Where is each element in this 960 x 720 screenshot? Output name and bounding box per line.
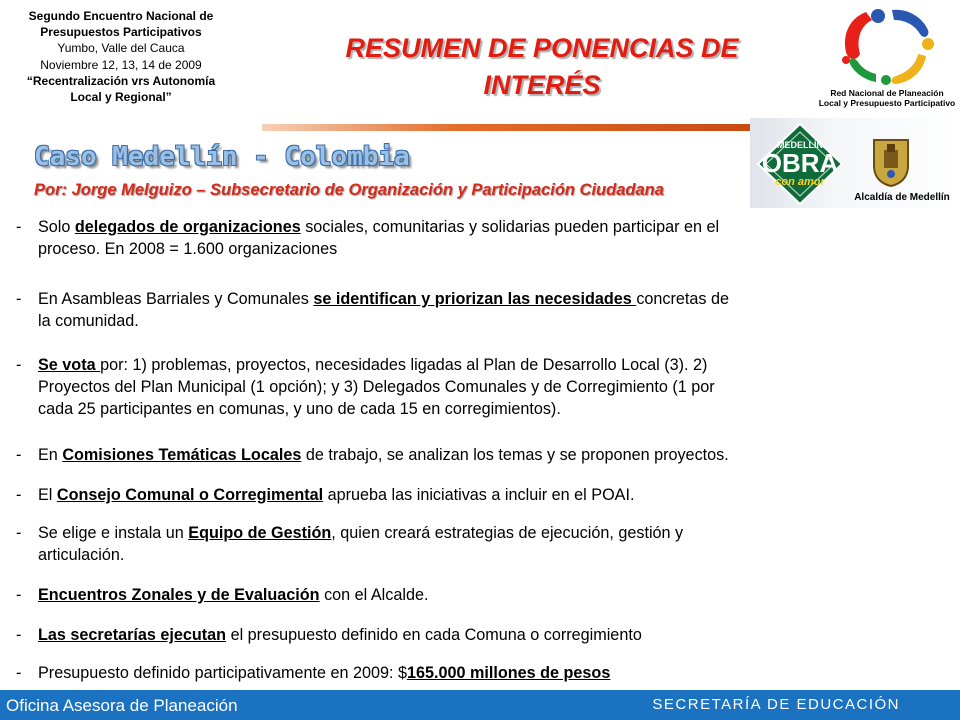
case-title: Caso Medellín - Colombia xyxy=(34,142,410,172)
slide-title xyxy=(278,30,806,104)
badge-line: MEDELLÍN xyxy=(777,140,823,150)
point-highlight: delegados de organizaciones xyxy=(74,218,301,236)
point-prefix: Presupuesto definido participativamente en 2009: $ xyxy=(38,664,407,682)
case-byline: Por: Jorge Melguizo – Subsecretario de Organización y Participación Ciudadana xyxy=(34,181,664,199)
event-line: Local y Regional” xyxy=(70,90,172,105)
footer-department: SECRETARÍA DE EDUCACIÓN xyxy=(652,696,900,713)
point-prefix: El xyxy=(38,486,57,504)
point-highlight: Se vota xyxy=(38,356,101,374)
event-info xyxy=(10,8,232,105)
point-text xyxy=(38,624,956,646)
point-text xyxy=(38,584,956,606)
medellin-branding xyxy=(750,118,960,208)
bullet-dash: - xyxy=(16,664,22,682)
point-continuation: de trabajo, se analizan los temas y se proponen proyectos. xyxy=(301,446,729,464)
point-prefix: Se elige e instala un xyxy=(38,524,189,542)
event-line: “Recentralización vrs Autonomía xyxy=(26,73,216,88)
point-highlight: Encuentros Zonales y de Evaluación xyxy=(38,586,320,604)
point-text xyxy=(38,216,956,260)
point-continuation: cada 25 participantes en comunas, y uno de cada 15 en corregimientos). xyxy=(38,400,561,418)
footer-office: Oficina Asesora de Planeación xyxy=(6,696,238,715)
point-highlight: Equipo de Gestión xyxy=(188,524,332,542)
point-text xyxy=(38,484,956,506)
point-continuation: sociales, comunitarias y solidarias pueden participar en el xyxy=(300,218,720,236)
point-continuation: articulación. xyxy=(38,546,125,564)
point-continuation: aprueba las iniciativas a incluir en el POAI. xyxy=(323,486,635,504)
bullet-dash: - xyxy=(16,218,22,236)
point-continuation: , quien creará estrategias de ejecución, gestión y xyxy=(331,524,684,542)
point-prefix: En xyxy=(38,446,63,464)
event-line: Noviembre 12, 13, 14 de 2009 xyxy=(40,57,202,72)
event-line: Presupuestos Participativos xyxy=(40,25,202,40)
point-highlight: Consejo Comunal o Corregimental xyxy=(56,486,324,504)
title-line: RESUMEN DE PONENCIAS DE xyxy=(345,33,739,63)
list-item xyxy=(16,216,956,260)
network-logo-icon xyxy=(836,4,938,88)
alcaldia-caption: Alcaldía de Medellín xyxy=(854,192,950,203)
point-text xyxy=(38,354,956,420)
medellin-coat-of-arms-icon xyxy=(870,136,912,188)
list-item xyxy=(16,354,956,420)
badge-line: OBRA xyxy=(761,148,839,178)
point-continuation: Proyectos del Plan Municipal (1 opción); y 3) Delegados Comunales y de Corregimiento (1 por xyxy=(38,378,715,396)
bullet-dash: - xyxy=(16,446,22,464)
event-line: Yumbo, Valle del Cauca xyxy=(57,41,185,56)
point-continuation: concretas de xyxy=(636,290,729,308)
point-prefix: Solo xyxy=(38,218,75,236)
point-highlight: se identifican y priorizan las necesidades xyxy=(313,290,637,308)
bullet-dash: - xyxy=(16,524,22,542)
point-text xyxy=(38,444,956,466)
logo-caption-line: Red Nacional de Planeación xyxy=(830,88,944,98)
bullet-dash: - xyxy=(16,290,22,308)
footer-bar xyxy=(0,690,960,720)
point-continuation: proceso. En 2008 = 1.600 organizaciones xyxy=(38,240,338,258)
list-item xyxy=(16,662,956,684)
point-continuation: el presupuesto definido en cada Comuna o corregimiento xyxy=(226,626,642,644)
point-continuation: con el Alcalde. xyxy=(319,586,429,604)
header-divider xyxy=(262,124,750,131)
bullet-dash: - xyxy=(16,586,22,604)
bullet-dash: - xyxy=(16,626,22,644)
point-continuation: la comunidad. xyxy=(38,312,139,330)
point-prefix: En Asambleas Barriales y Comunales xyxy=(38,290,314,308)
point-text xyxy=(38,522,956,566)
point-text xyxy=(38,288,956,332)
point-continuation: por: 1) problemas, proyectos, necesidades ligadas al Plan de Desarrollo Local (3). 2) xyxy=(100,356,708,374)
badge-line: con amor xyxy=(775,176,825,188)
title-line: INTERÉS xyxy=(483,70,601,100)
event-line: Segundo Encuentro Nacional de xyxy=(28,9,214,23)
list-item xyxy=(16,484,956,506)
list-item xyxy=(16,624,956,646)
logo-caption-line: Local y Presupuesto Participativo xyxy=(818,98,956,108)
point-text xyxy=(38,662,956,684)
list-item xyxy=(16,584,956,606)
bullet-dash: - xyxy=(16,486,22,504)
point-highlight: Comisiones Temáticas Locales xyxy=(62,446,302,464)
point-highlight: 165.000 millones de pesos xyxy=(406,664,611,682)
bullet-dash: - xyxy=(16,356,22,374)
obra-con-amor-badge xyxy=(756,122,844,206)
list-item xyxy=(16,288,956,332)
list-item xyxy=(16,522,956,566)
logo-caption xyxy=(818,88,956,108)
list-item xyxy=(16,444,956,466)
red-nacional-logo xyxy=(818,4,956,124)
point-highlight: Las secretarías ejecutan xyxy=(38,626,227,644)
